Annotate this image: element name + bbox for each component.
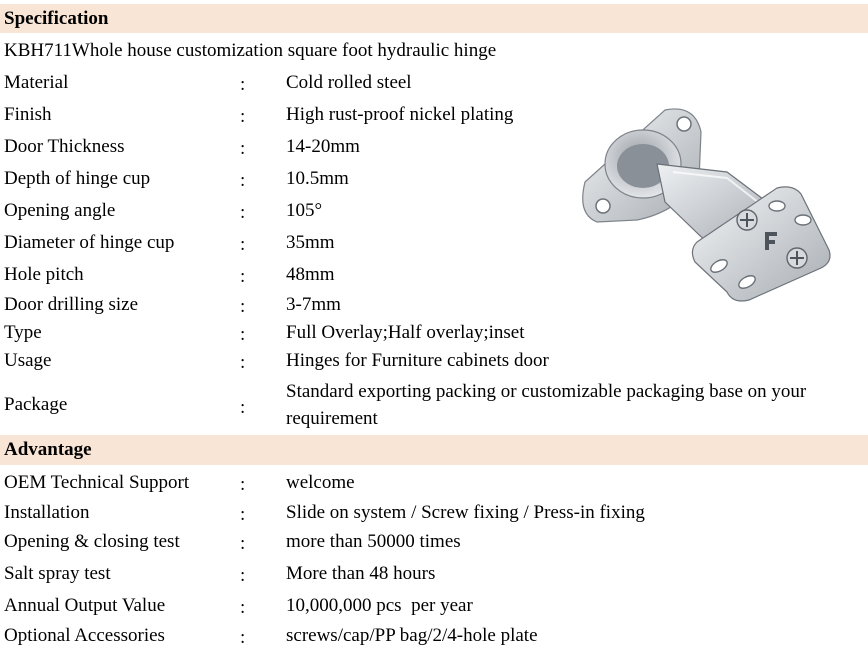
spec-label: Package <box>4 394 68 415</box>
spec-value: 105° <box>286 200 323 221</box>
advantage-value: welcome <box>286 472 355 493</box>
spec-label: Depth of hinge cup <box>4 168 151 189</box>
advantage-separator: : <box>240 627 246 648</box>
advantage-value: More than 48 hours <box>286 563 436 584</box>
spec-value: Cold rolled steel <box>286 72 412 93</box>
spec-label: Usage <box>4 350 52 371</box>
spec-label: Door Thickness <box>4 136 125 157</box>
spec-value: Standard exporting packing or customizable packaging base on your requirement <box>286 381 807 429</box>
spec-separator: : <box>240 296 246 317</box>
advantage-label: Opening & closing test <box>4 531 180 552</box>
advantage-separator: : <box>240 597 246 618</box>
spec-value: High rust-proof nickel plating <box>286 104 514 125</box>
spec-separator: : <box>240 202 246 223</box>
spec-value: Full Overlay;Half overlay;inset <box>286 322 525 343</box>
spec-label: Hole pitch <box>4 264 84 285</box>
advantage-value: more than 50000 times <box>286 531 461 552</box>
advantage-header <box>0 435 868 465</box>
spec-separator: : <box>240 266 246 287</box>
specification-header <box>0 4 868 33</box>
spec-separator: : <box>240 324 246 345</box>
spec-value: 3-7mm <box>286 294 341 315</box>
advantage-separator: : <box>240 474 246 495</box>
advantage-label: Optional Accessories <box>4 625 165 646</box>
advantage-value: screws/cap/PP bag/2/4-hole plate <box>286 625 538 646</box>
spec-label: Material <box>4 72 69 93</box>
spec-value: 48mm <box>286 264 335 285</box>
spec-value: 10.5mm <box>286 168 349 189</box>
spec-separator: : <box>240 234 246 255</box>
advantage-separator: : <box>240 533 246 554</box>
spec-label: Diameter of hinge cup <box>4 232 175 253</box>
spec-value: Hinges for Furniture cabinets door <box>286 350 549 371</box>
spec-value: 14-20mm <box>286 136 360 157</box>
spec-label: Type <box>4 322 42 343</box>
spec-row-package <box>0 378 868 434</box>
advantage-heading: Advantage <box>4 439 92 460</box>
advantage-value: 10,000,000 pcs per year <box>286 595 473 616</box>
advantage-label: OEM Technical Support <box>4 472 190 493</box>
advantage-separator: : <box>240 504 246 525</box>
spec-value: 35mm <box>286 232 335 253</box>
spec-separator: : <box>240 106 246 127</box>
spec-separator: : <box>240 352 246 373</box>
spec-label: Opening angle <box>4 200 116 221</box>
hinge-product-image <box>577 102 839 302</box>
spec-separator: : <box>240 397 246 418</box>
spec-label: Door drilling size <box>4 294 139 315</box>
spec-label: Finish <box>4 104 52 125</box>
advantage-label: Annual Output Value <box>4 595 166 616</box>
spec-separator: : <box>240 170 246 191</box>
advantage-label: Salt spray test <box>4 563 111 584</box>
advantage-label: Installation <box>4 502 90 523</box>
specification-heading: Specification <box>4 8 109 29</box>
spec-separator: : <box>240 138 246 159</box>
advantage-separator: : <box>240 565 246 586</box>
advantage-value: Slide on system / Screw fixing / Press-in fixing <box>286 502 645 523</box>
spec-separator: : <box>240 74 246 95</box>
product-title: KBH711Whole house customization square foot hydraulic hinge <box>4 40 497 61</box>
